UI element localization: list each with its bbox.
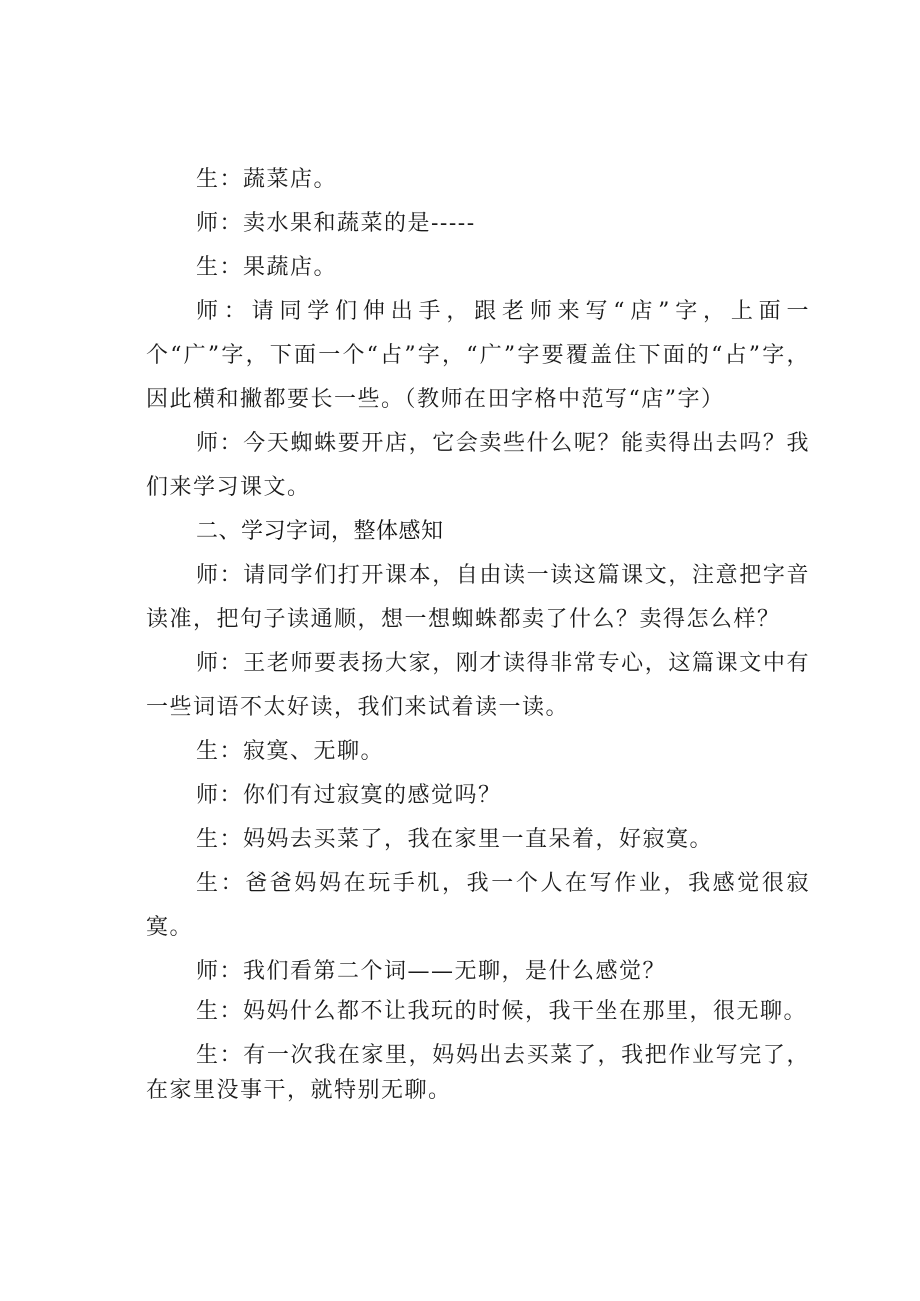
dialogue-line: 师：今天蜘蛛要开店，它会卖些什么呢？能卖得出去吗？我们来学习课文。 — [146, 431, 810, 500]
dialogue-line: 师：你们有过寂寞的感觉吗？ — [196, 783, 502, 808]
dialogue-line: 师：卖水果和蔬菜的是----- — [196, 211, 476, 236]
dialogue-line: 师：我们看第二个词——无聊，是什么感觉？ — [196, 959, 667, 984]
dialogue-line: 生：妈妈去买菜了，我在家里一直呆着，好寂寞。 — [196, 827, 714, 852]
dialogue-line: 生：果蔬店。 — [196, 255, 338, 280]
dialogue-line: 生：寂寞、无聊。 — [196, 739, 385, 764]
dialogue-line: 生：有一次我在家里，妈妈出去买菜了，我把作业写完了，在家里没事干，就特别无聊。 — [146, 1043, 810, 1103]
dialogue-line: 生：妈妈什么都不让我玩的时候，我干坐在那里，很无聊。 — [196, 999, 808, 1024]
dialogue-line: 生：蔬菜店。 — [196, 167, 338, 192]
section-heading: 二、学习字词，整体感知 — [196, 519, 444, 544]
dialogue-line: 生：爸爸妈妈在玩手机，我一个人在写作业，我感觉很寂寞。 — [146, 871, 810, 940]
document-body — [146, 158, 810, 1117]
dialogue-line: 师：王老师要表扬大家，刚才读得非常专心，这篇课文中有一些词语不太好读，我们来试着读一读。 — [146, 651, 810, 720]
dialogue-line: 师：请同学们伸出手，跟老师来写“店”字，上面一个“广”字，下面一个“占”字，“广”字要覆盖住下面的“占”字，因此横和撇都要长一些。（教师在田字格中范写“店”字） — [146, 299, 810, 412]
dialogue-line: 师：请同学们打开课本，自由读一读这篇课文，注意把字音读准，把句子读通顺，想一想蜘蛛都卖了什么？卖得怎么样？ — [146, 563, 810, 632]
